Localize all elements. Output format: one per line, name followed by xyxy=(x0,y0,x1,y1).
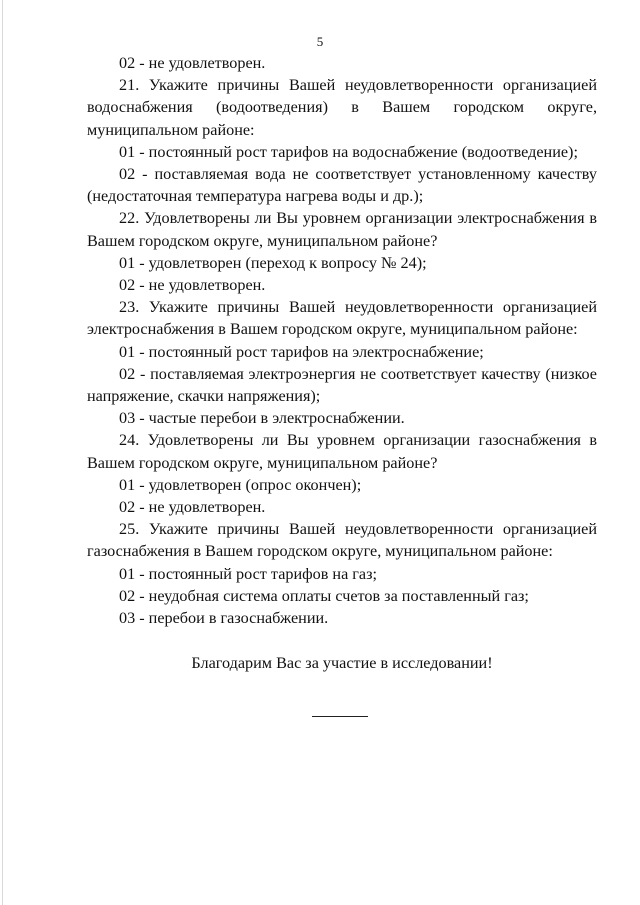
answer-option: 01 - постоянный рост тарифов на газ; xyxy=(119,564,378,583)
question-22: 22. Удовлетворены ли Вы уровнем организации электроснабжения в Вашем городском округе, муниципальном районе? xyxy=(87,209,597,250)
closing-thanks: Благодарим Вас за участие в исследовании! xyxy=(191,654,493,673)
question-23: 23. Укажите причины Вашей неудовлетворенности организацией электроснабжения в Вашем городском округе, муниципальном районе: xyxy=(87,298,597,339)
question-24: 24. Удовлетворены ли Вы уровнем организации газоснабжения в Вашем городском округе, муниципальном районе? xyxy=(87,431,597,472)
answer-option: 03 - перебои в газоснабжении. xyxy=(119,609,329,628)
answer-option: 02 - не удовлетворен. xyxy=(119,276,266,295)
document-body xyxy=(87,52,597,674)
scan-edge xyxy=(2,0,3,905)
answer-option: 02 - не удовлетворен. xyxy=(119,498,266,517)
answer-option: 01 - удовлетворен (переход к вопросу № 24); xyxy=(119,253,427,272)
page-number: 5 xyxy=(316,34,324,49)
answer-option: 02 - поставляемая вода не соответствует установленному качеству (недостаточная температура нагрева воды и др.); xyxy=(87,165,597,206)
answer-option: 03 - частые перебои в электроснабжении. xyxy=(119,409,405,428)
answer-option: 01 - постоянный рост тарифов на водоснабжение (водоотведение); xyxy=(119,142,578,161)
answer-option: 02 - поставляемая электроэнергия не соответствует качеству (низкое напряжение, скачки напряжения); xyxy=(87,364,597,406)
answer-option: 01 - постоянный рост тарифов на электроснабжение; xyxy=(119,342,484,361)
paragraph: 02 - не удовлетворен. xyxy=(119,54,266,72)
question-21: 21. Укажите причины Вашей неудовлетворенности организацией водоснабжения (водоотведения) в Вашем городском округе, муниципальном районе: xyxy=(87,76,597,139)
end-separator-line xyxy=(312,716,368,717)
question-25: 25. Укажите причины Вашей неудовлетворенности организацией газоснабжения в Вашем городском округе, муниципальном районе: xyxy=(87,520,597,561)
answer-option: 01 - удовлетворен (опрос окончен); xyxy=(119,475,362,494)
answer-option: 02 - неудобная система оплаты счетов за поставленный газ; xyxy=(119,586,529,605)
